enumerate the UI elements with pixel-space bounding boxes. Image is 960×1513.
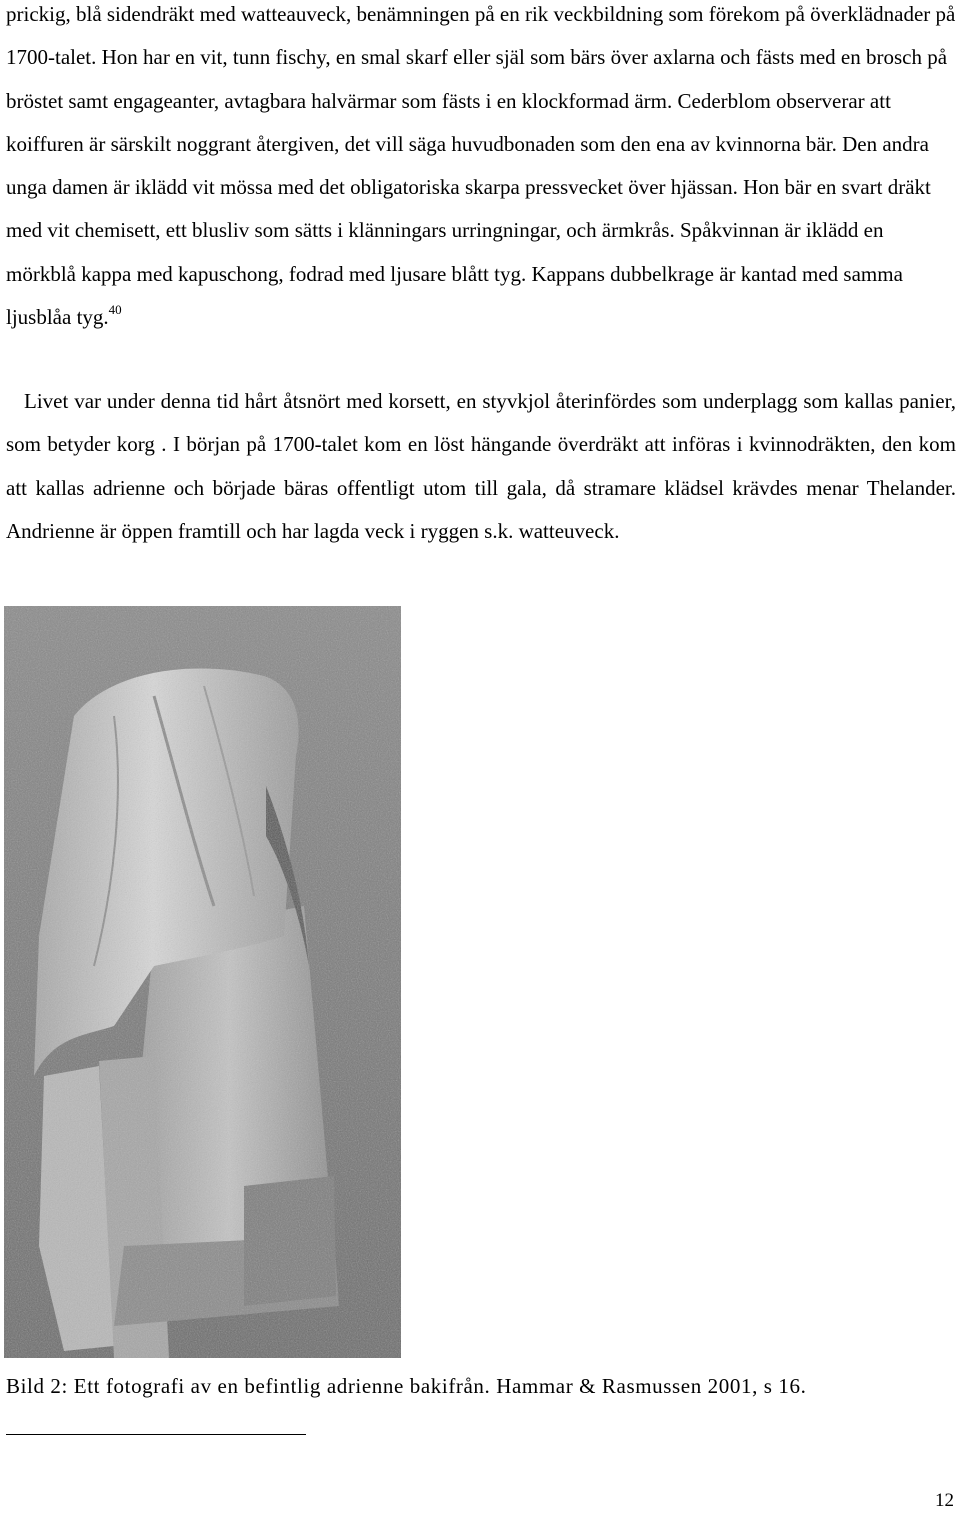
figure-caption: Bild 2: Ett fotografi av en befintlig adrienne bakifrån. Hammar & Rasmussen 2001, s 16. (6, 1374, 807, 1398)
adrienne-photograph (4, 606, 401, 1358)
paragraph-text: prickig, blå sidendräkt med watteauveck, benämningen på en rik veckbildning som förekom på överklädnader på 1700-talet. Hon har en vit, tunn fischy, en smal skarf eller själ som bärs över axlarna och fästs med en brosch på bröstet samt engageanter, avtagbara halvärmar som fästs i en klockformad ärm. Cederblom observerar att koiffuren är särskilt noggrant återgiven, det vill säga huvudbonaden som den ena av kvinnorna bär. Den andra unga damen är iklädd vit mössa med det obligatoriska skarpa pressvecket över hjässan. Hon bär en svart dräkt med vit chemisett, ett blusliv som sätts i klänningars urringningar, och ärmkrås. Spåkvinnan är iklädd en mörkblå kappa med kapuschong, fodrad med ljusare blått tyg. Kappans dubbelkrage är kantad med samma ljusblåa tyg. (6, 2, 956, 330)
page-number: 12 (935, 1490, 954, 1511)
footnote-divider (6, 1434, 306, 1435)
body-paragraph: Livet var under denna tid hårt åtsnört med korsett, en styvkjol återinfördes som underplagg som kallas panier, som betyder korg . I början på 1700-talet kom en löst hängande överdräkt att införas i kvinnodräkten, den kom att kallas adrienne och började bäras offentligt utom till gala, då stramare klädsel krävdes menar Thelander. Andrienne är öppen framtill och har lagda veck i ryggen s.k. watteuveck. (6, 389, 956, 543)
footnote-reference: 40 (108, 302, 122, 318)
body-paragraph (6, 0, 956, 339)
